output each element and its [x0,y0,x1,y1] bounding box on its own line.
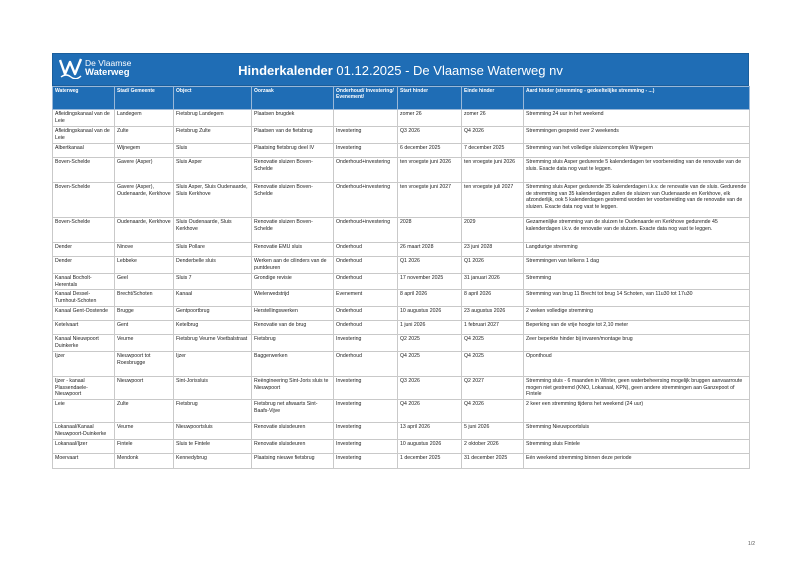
table-cell: Mendonk [115,454,174,469]
table-cell: 10 augustus 2026 [398,440,462,454]
table-row [53,335,750,352]
table-cell: Fietsbrug Landegem [174,110,252,127]
table-cell: Boven-Schelde [53,158,115,183]
table-cell: Onderhoud [334,243,398,257]
table-cell: Stremming Nieuwpoortsluis [524,423,750,440]
table-row [53,440,750,454]
col-header-type: Onderhoud/ Investering/ Evenement/ [334,87,398,110]
table-cell: Sluis Oudenaarde, Sluis Kerkhove [174,218,252,243]
table-cell: Plaatsing nieuwe fietsbrug [252,454,334,469]
table-cell: Stremming sluis Fintele [524,440,750,454]
table-cell: Onderhoud [334,257,398,274]
table-cell: Plaatsing fietsbrug deel IV [252,144,334,158]
table-cell: Gavere (Asper) [115,158,174,183]
table-cell: Stremming sluis - 6 maanden in Winter, geen waterbeheersing mogelijk bruggen aanvaarroute mogen niet gestremd (KNO, Lokanaal, KPN), geen andere stremmingen aan Ganzepoot of Fintele [524,377,750,400]
logo-line-1: De Vlaamse [85,58,132,68]
table-cell: Landegem [115,110,174,127]
table-cell: Investering [334,127,398,144]
table-cell: Investering [334,144,398,158]
table-cell: Beperking van de vrije hoogte tot 2,10 meter [524,321,750,335]
table-cell: ten vroegste juni 2026 [462,158,524,183]
table-cell: Stremming van brug 11 Brecht tot brug 14 Schoten, van 11u30 tot 17u30 [524,290,750,307]
table-cell: Geel [115,274,174,290]
title-banner [52,53,749,86]
table-row [53,110,750,127]
table-cell: zomer 26 [398,110,462,127]
table-cell: Stremming 24 uur in het weekend [524,110,750,127]
table-cell: Denderbelle sluis [174,257,252,274]
table-cell: Sluis 7 [174,274,252,290]
table-cell: ten vroegste juni 2026 [398,158,462,183]
table-cell: Fietsbrug [174,400,252,423]
table-cell: 23 juni 2028 [462,243,524,257]
table-cell: Eén weekend stremming binnen deze periode [524,454,750,469]
table-cell: Plaatsen brugdek [252,110,334,127]
table-cell: Wielerwedstrijd [252,290,334,307]
table-cell: Grondige revisie [252,274,334,290]
table-cell: 2028 [398,218,462,243]
table-cell: Renovatie sluisdeuren [252,423,334,440]
table-cell: Sluis te Fintele [174,440,252,454]
table-cell: 10 augustus 2026 [398,307,462,321]
calendar-sheet [52,53,749,469]
table-cell: Nieuwpoort tot Roesbrugge [115,352,174,377]
table-cell: Kanaal Bocholt-Herentals [53,274,115,290]
table-cell: 8 april 2026 [398,290,462,307]
table-cell: Albertkanaal [53,144,115,158]
table-cell: Lokanaal/Ijzer [53,440,115,454]
table-row [53,127,750,144]
table-cell: Langdurige stremming [524,243,750,257]
table-cell: Zulte [115,400,174,423]
table-cell: Onderhoud [334,307,398,321]
table-cell: 26 maart 2028 [398,243,462,257]
table-cell: 1 februari 2027 [462,321,524,335]
table-cell: 17 november 2025 [398,274,462,290]
table-cell: Nieuwpoortsluis [174,423,252,440]
table-cell: Kanaal Gent-Oostende [53,307,115,321]
table-cell: Boven-Schelde [53,183,115,218]
table-cell: Investering [334,440,398,454]
table-cell: Q4 2025 [462,352,524,377]
table-cell: 2029 [462,218,524,243]
table-cell: Wijnegem [115,144,174,158]
table-cell: 2 keer een stremming tijdens het weekend (24 uur) [524,400,750,423]
col-header-einde: Einde hinder [462,87,524,110]
table-cell: Q3 2026 [398,377,462,400]
table-cell: 2 weken volledige stremming [524,307,750,321]
table-cell: Onderhoud [334,352,398,377]
table-cell: Q1 2026 [398,257,462,274]
table-cell: Fintele [115,440,174,454]
table-cell: Q4 2025 [462,335,524,352]
title-rest: 01.12.2025 - De Vlaamse Waterweg nv [332,63,563,78]
col-header-oorzaak: Oorzaak [252,87,334,110]
table-cell: Renovatie EMU sluis [252,243,334,257]
table-cell: Gent [115,321,174,335]
table-cell: Leie [53,400,115,423]
table-cell: Veurne [115,423,174,440]
table-cell: Q4 2026 [462,400,524,423]
table-cell: Ketelbrug [174,321,252,335]
col-header-object: Object [174,87,252,110]
table-cell: 6 december 2025 [398,144,462,158]
table-cell: Investering [334,423,398,440]
table-cell [334,110,398,127]
table-cell: Onderhoud+investering [334,183,398,218]
table-cell: Sluis Asper [174,158,252,183]
table-cell: Q3 2026 [398,127,462,144]
table-row [53,400,750,423]
table-cell: 23 augustus 2026 [462,307,524,321]
table-cell: Gentpoortbrug [174,307,252,321]
table-cell: Q4 2025 [398,352,462,377]
table-cell: Plaatsen van de fietsbrug [252,127,334,144]
page-number: 1/2 [748,541,755,547]
table-cell: Herstellingswerken [252,307,334,321]
table-cell: Gezamenlijke stremming van de sluizen te Oudenaarde en Kerkhove gedurende 45 kalenderdagen i.k.v. de renovatie van de sluizen. Exacte data nog vast te leggen. [524,218,750,243]
table-cell: 13 april 2026 [398,423,462,440]
table-cell: Ijzer [53,352,115,377]
table-cell: Kanaal Nieuwpoort Duinkerke [53,335,115,352]
table-row [53,423,750,440]
table-row [53,144,750,158]
table-cell: Stremming van het volledige sluizencomplex Wijnegem [524,144,750,158]
table-cell: Fietsbrug net afwaarts Sint-Baafs-Vijve [252,400,334,423]
table-cell: Boven-Schelde [53,218,115,243]
table-cell: Moervaart [53,454,115,469]
col-header-start: Start hinder [398,87,462,110]
table-cell: Q2 2027 [462,377,524,400]
col-header-aard: Aard hinder (stremming - gedeeltelijke stremming - ...) [524,87,750,110]
table-cell: 2 oktober 2026 [462,440,524,454]
table-cell: Lebbeke [115,257,174,274]
table-cell: ten vroegste juli 2027 [462,183,524,218]
table-cell: Onderhoud [334,321,398,335]
header-row [53,87,750,110]
table-cell: Stremmingen gespreid over 2 weekends [524,127,750,144]
col-header-stad: Stad/ Gemeente [115,87,174,110]
table-cell: Afleidingskanaal van de Leie [53,127,115,144]
table-cell: Stremming [524,274,750,290]
table-cell: Ninove [115,243,174,257]
table-row [53,218,750,243]
table-cell: Sluis [174,144,252,158]
table-cell: Brugge [115,307,174,321]
table-cell: Onderhoud+investering [334,218,398,243]
table-row [53,290,750,307]
table-cell: 7 december 2025 [462,144,524,158]
table-cell: Ketelvaart [53,321,115,335]
table-cell: Q1 2026 [462,257,524,274]
table-cell: Stremming sluis Asper gedurende 5 kalenderdagen ter voorbereiding van de renovatie van de sluis. Exacte data nog vast te leggen. [524,158,750,183]
table-cell: Oudenaarde, Kerkhove [115,218,174,243]
table-cell: Fietsbrug Zulte [174,127,252,144]
table-cell: 8 april 2026 [462,290,524,307]
table-cell: Sluis Asper, Sluis Oudenaarde, Sluis Kerkhove [174,183,252,218]
table-cell: ten vroegste juni 2027 [398,183,462,218]
table-cell: Q2 2025 [398,335,462,352]
table-row [53,257,750,274]
table-cell: Q4 2026 [462,127,524,144]
table-cell: Investering [334,335,398,352]
table-cell: Renovatie sluisdeuren [252,440,334,454]
table-cell: Afleidingskanaal van de Leie [53,110,115,127]
table-row [53,183,750,218]
table-cell: Dender [53,243,115,257]
table-cell: Investering [334,454,398,469]
logo-line-2: Waterweg [85,67,130,78]
table-cell: Werken aan de cilinders van de puntdeuren [252,257,334,274]
table-cell: Baggerwerken [252,352,334,377]
table-row [53,454,750,469]
table-cell: Zulte [115,127,174,144]
table-cell: Renovatie van de brug [252,321,334,335]
table-row [53,158,750,183]
table-cell: Fietsbrug Veurne Voetbalstraat [174,335,252,352]
table-cell: Onderhoud+investering [334,158,398,183]
table-cell: Ijzer [174,352,252,377]
table-cell: Kennedybrug [174,454,252,469]
title-bold: Hinderkalender [238,63,333,78]
table-cell: Stremming sluis Asper gedurende 35 kalenderdagen i.k.v. de renovatie van de sluis. Gedurende de stremming van 35 kalenderdagen zullen de sluizen van Oudenaarde en Kerkhove, elk afzonderlijk, ook 5 kalenderdagen gestremd worden ter voorbereiding van de renovatie van de sluizen. Exacte data nog vast te leggen. [524,183,750,218]
col-header-waterweg: Waterweg [53,87,115,110]
table-cell: Kanaal [174,290,252,307]
table-cell: Onderhoud [334,274,398,290]
table-cell: 1 juni 2026 [398,321,462,335]
hinder-table [52,86,750,469]
table-row [53,274,750,290]
table-row [53,243,750,257]
table-cell: Kanaal Dessel-Turnhout-Schoten [53,290,115,307]
table-body [53,110,750,469]
table-cell: Gavere (Asper), Oudenaarde, Kerkhove [115,183,174,218]
table-cell: Veurne [115,335,174,352]
table-cell: Renovatie sluizen Boven-Schelde [252,218,334,243]
table-cell: Investering [334,400,398,423]
table-row [53,352,750,377]
table-row [53,321,750,335]
table-cell: Oponthoud [524,352,750,377]
table-cell: Stremmingen van telkens 1 dag [524,257,750,274]
table-cell: Fietsbrug [252,335,334,352]
table-cell: 31 december 2025 [462,454,524,469]
table-cell: 31 januari 2026 [462,274,524,290]
table-row [53,307,750,321]
table-cell: Renovatie sluizen Boven-Schelde [252,158,334,183]
table-cell: Brecht/Schoten [115,290,174,307]
table-row [53,377,750,400]
table-cell: zomer 26 [462,110,524,127]
table-cell: Q4 2026 [398,400,462,423]
table-cell: Reëngineering Sint-Joris sluis te Nieuwpoort [252,377,334,400]
table-cell: Investering [334,377,398,400]
table-cell: 1 december 2025 [398,454,462,469]
table-cell: Sluis Pollare [174,243,252,257]
table-cell: Nieuwpoort [115,377,174,400]
table-cell: 5 juni 2026 [462,423,524,440]
table-cell: Evenement [334,290,398,307]
table-cell: Dender [53,257,115,274]
table-cell: Sint-Jorissluis [174,377,252,400]
document-title [53,63,748,78]
table-cell: Lokanaal/Kanaal Nieuwpoort-Duinkerke [53,423,115,440]
table-cell: Ijzer - kanaal Plassendaele-Nieuwpoort [53,377,115,400]
table-cell: Zeer beperkte hinder bij invaren/montage brug [524,335,750,352]
table-cell: Renovatie sluizen Boven-Schelde [252,183,334,218]
